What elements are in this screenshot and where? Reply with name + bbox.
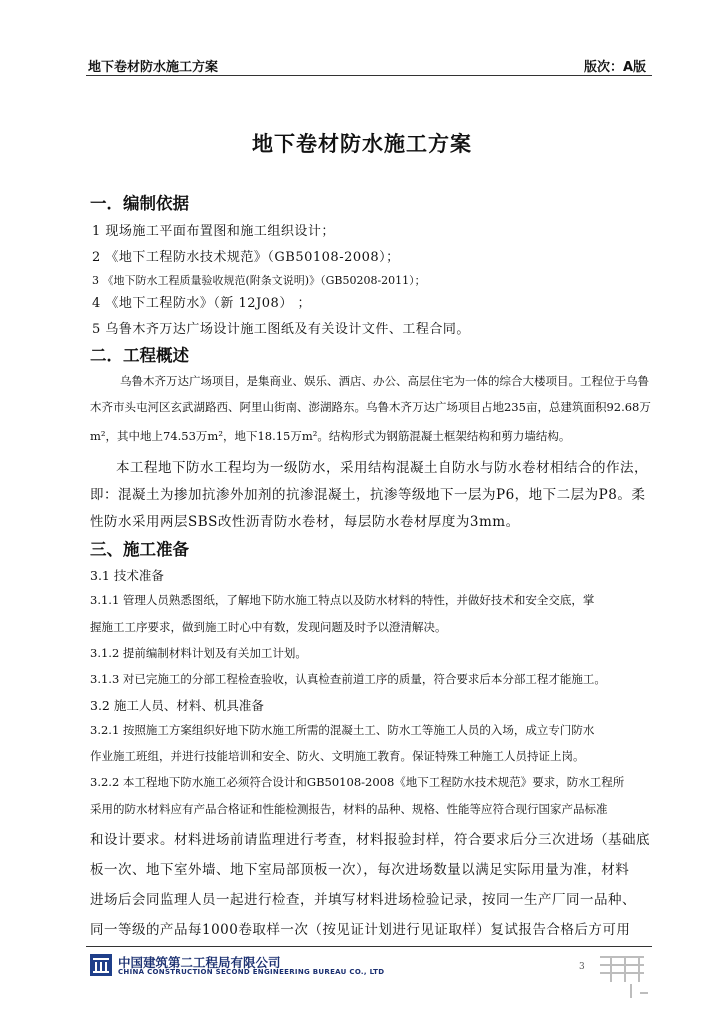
item-3-1-3: 3.1.3 对已完施工的分部工程检查验收，认真检查前道工序的质量，符合要求后本分部工程才能施工。 <box>90 672 606 686</box>
section3-heading: 三、施工准备 <box>90 540 189 559</box>
item-3-2-2-line: 板一次、地下室外墙、地下室局部顶板一次），每次进场数量以满足实际用量为准，材料 <box>90 862 630 878</box>
basis-item-2: 2 《地下工程防水技术规范》（GB50108-2008）； <box>92 250 400 265</box>
item-3-2-2-line: 和设计要求。材料进场前请监理进行考查，材料报验封样，符合要求后分三次进场（基础底 <box>90 832 650 848</box>
item-3-2-2-line: 3.2.2 本工程地下防水施工必须符合设计和GB50108-2008《地下工程防水技术规范》要求，防水工程所 <box>90 775 625 789</box>
subsection-3-1: 3.1 技术准备 <box>90 568 164 583</box>
company-logo-icon <box>90 954 112 976</box>
basis-item-1: 1 现场施工平面布置图和施工组织设计； <box>92 224 335 239</box>
item-3-1-1-line: 握施工工序要求，做到施工时心中有数，发现问题及时予以澄清解决。 <box>90 620 447 634</box>
section2-heading: 二．工程概述 <box>90 346 189 365</box>
item-3-2-2-line: 采用的防水材料应有产品合格证和性能检测报告，材料的品种、规格、性能等应符合现行国家产品标准 <box>90 802 608 816</box>
footer-company-en: CHINA CONSTRUCTION SECOND ENGINEERING BUREAU CO., LTD <box>118 968 385 976</box>
page-number: 3 <box>579 962 585 972</box>
subsection-3-2: 3.2 施工人员、材料、机具准备 <box>90 698 264 713</box>
header-version: 版次：A版 <box>584 60 647 75</box>
basis-item-5: 5 乌鲁木齐万达广场设计施工图纸及有关设计文件、工程合同。 <box>92 322 470 337</box>
overview-line: 木齐市头屯河区玄武湖路西、阿里山街南、澎湖路东。乌鲁木齐万达广场项目占地235亩，总建筑面积92.68万 <box>90 400 651 414</box>
footer-company-cn: 中国建筑第二工程局有限公司 <box>118 955 281 970</box>
basis-item-3: 3 《地下防水工程质量验收规范(附条文说明)》（GB50208-2011）； <box>92 274 426 287</box>
basis-item-4: 4 《地下工程防水》（新 12J08） ； <box>92 296 311 311</box>
overview-line: 性防水采用两层SBS改性沥青防水卷材，每层防水卷材厚度为3mm。 <box>90 514 520 530</box>
overview-line: 乌鲁木齐万达广场项目，是集商业、娱乐、酒店、办公、高层住宅为一体的综合大楼项目。工程位于乌鲁 <box>120 374 649 388</box>
header-rule <box>86 75 652 76</box>
decorative-bars <box>600 956 650 1004</box>
header-doc-title: 地下卷材防水施工方案 <box>88 60 219 75</box>
item-3-1-1-line: 3.1.1 管理人员熟悉图纸，了解地下防水施工特点以及防水材料的特性，并做好技术和安全交底，掌 <box>90 593 595 607</box>
overview-line: m²，其中地上74.53万m²，地下18.15万m²。结构形式为钢筋混凝土框架结构和剪力墙结构。 <box>90 429 571 443</box>
overview-line: 即：混凝土为掺加抗渗外加剂的抗渗混凝土，抗渗等级地下一层为P6，地下二层为P8。柔 <box>90 487 646 503</box>
item-3-2-2-line: 同一等级的产品每1000卷取样一次（按见证计划进行见证取样）复试报告合格后方可用 <box>90 922 631 938</box>
footer-rule <box>86 946 652 947</box>
section1-heading: 一．编制依据 <box>90 194 189 213</box>
item-3-2-2-line: 进场后会同监理人员一起进行检查，并填写材料进场检验记录，按同一生产厂同一品种、 <box>90 892 636 908</box>
item-3-2-1-line: 作业施工班组，并进行技能培训和安全、防火、文明施工教育。保证特殊工种施工人员持证上岗。 <box>90 749 585 763</box>
item-3-2-1-line: 3.2.1 按照施工方案组织好地下防水施工所需的混凝土工、防水工等施工人员的入场，成立专门防水 <box>90 723 595 737</box>
page-title: 地下卷材防水施工方案 <box>252 132 472 156</box>
item-3-1-2: 3.1.2 提前编制材料计划及有关加工计划。 <box>90 646 307 660</box>
overview-line: 本工程地下防水工程均为一级防水，采用结构混凝土自防水与防水卷材相结合的作法， <box>116 460 648 476</box>
